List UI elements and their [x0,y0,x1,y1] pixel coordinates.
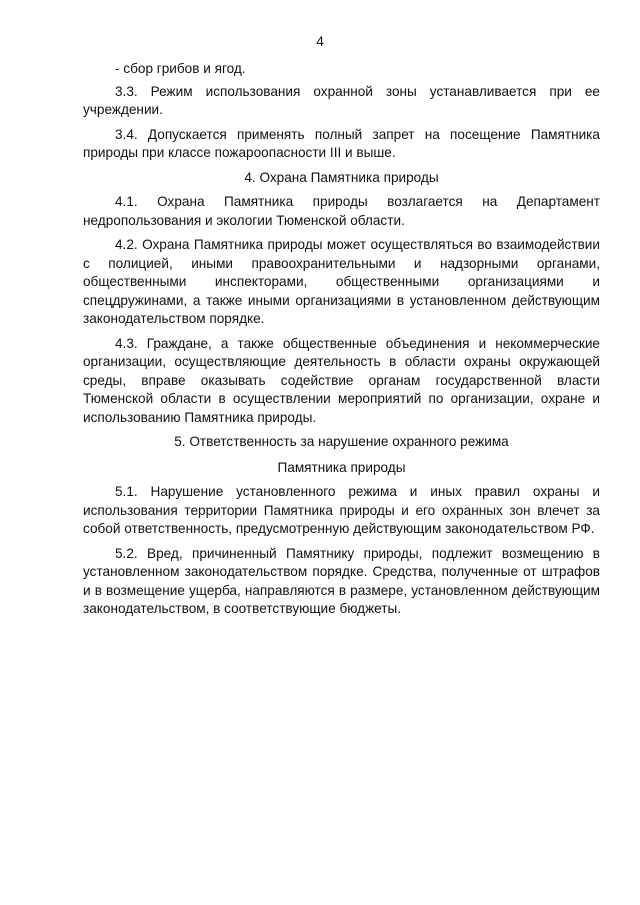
paragraph-4-3: 4.3. Граждане, а также общественные объединения и некоммерческие организации, осуществляющие деятельность в области охраны окружающей среды, вправе оказывать содействие органам государственной власти Тюменской области в осуществлении мероприятий по организации, охране и использованию Памятника природы. [83,335,600,425]
paragraph-4-2: 4.2. Охрана Памятника природы может осуществляться во взаимодействии с полицией, иными правоохранительными и надзорными органами, общественными инспекторами, общественными организациями и спецдружинами, а также иными организациями в установленном действующим законодательством порядке. [83,237,600,326]
page-number: 4 [316,33,324,49]
section-heading-5-line2: Памятника природы [277,459,406,475]
paragraph-3-4: 3.4. Допускается применять полный запрет на посещение Памятника природы при классе пожароопасности III и выше. [83,126,600,160]
paragraph-3-3: 3.3. Режим использования охранной зоны устанавливается при ее учреждении. [83,83,600,117]
section-heading-5-line1: 5. Ответственность за нарушение охранного режима [174,434,509,449]
section-heading-4: 4. Охрана Памятника природы [244,169,439,185]
paragraph-5-1: 5.1. Нарушение установленного режима и иных правил охраны и использования территории Памятника природы и его охранных зон влечет за собой ответственность, предусмотренную действующим законодательством РФ. [83,484,600,536]
paragraph-5-2: 5.2. Вред, причиненный Памятнику природы, подлежит возмещению в установленном законодательством порядке. Средства, полученные от штрафов и в возмещение ущерба, направляются в размере, установленном действующим законодательством, в соответствующие бюджеты. [83,545,600,616]
document-body [83,60,600,625]
paragraph-mushrooms-berries: - сбор грибов и ягод. [115,61,246,76]
paragraph-4-1: 4.1. Охрана Памятника природы возлагается на Департамент недропользования и экологии Тюменской области. [83,194,600,228]
